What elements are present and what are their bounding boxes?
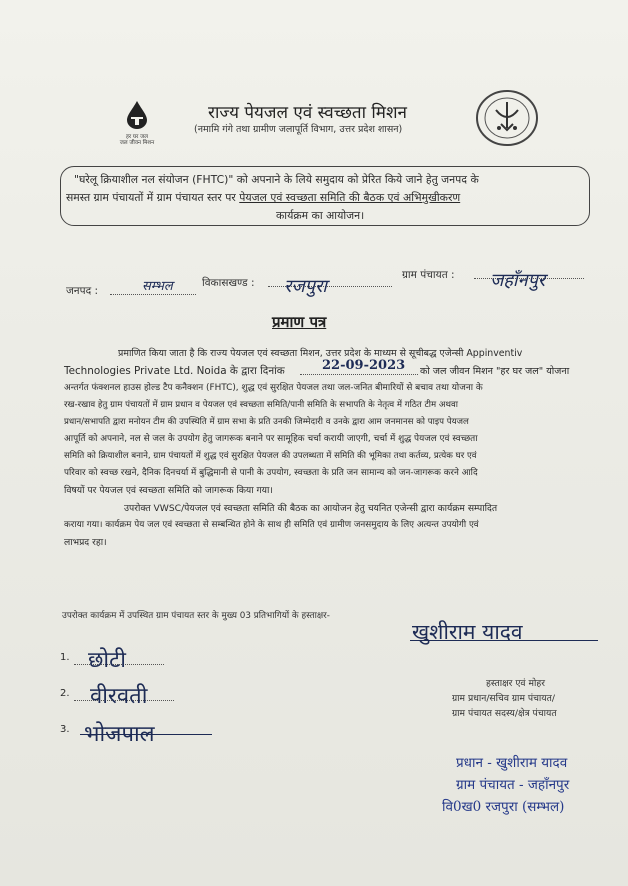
participant-signature-1: छोटी — [88, 648, 126, 673]
logo-caption: हर घर जल — [126, 134, 148, 140]
block-label: विकासखण्ड : — [202, 277, 255, 289]
signature-underline — [410, 640, 598, 641]
participant-num: 3. — [60, 724, 70, 735]
district-line — [110, 294, 196, 295]
body-line: Technologies Private Ltd. Noida के द्वारा दिनांक — [64, 365, 285, 377]
pradhan-stamp — [442, 752, 570, 818]
banner-line-1: "घरेलू क्रियाशील नल संयोजन (FHTC)" को अपनाने के लिये समुदाय को प्रेरित किये जाने हेतु जनपद के — [74, 173, 479, 186]
signature-label-2: ग्राम प्रधान/सचिव ग्राम पंचायत/ — [452, 693, 555, 704]
body-line: प्रधान/सभापति द्वारा मनोयन टीम की उपस्थिति में ग्राम सभा के प्रति उनकी जिम्मेदारी व उनके द्वारा आम जनमानस को पाइप पेयजल — [64, 417, 469, 427]
body-line: आपूर्ति को अपनाने, नल से जल के उपयोग हेतु जागरूक बनाने पर सामूहिक चर्चा करायी जाएगी, चर्चा में शुद्ध पेयजल एवं स्वच्छता — [64, 434, 478, 444]
body-line-after-date: को जल जीवन मिशन "हर घर जल" योजना — [420, 366, 570, 377]
org-title: राज्य पेयजल एवं स्वच्छता मिशन — [208, 103, 407, 123]
org-subtitle: (नमामि गंगे तथा ग्रामीण जलापूर्ति विभाग, उत्तर प्रदेश शासन) — [194, 124, 403, 135]
body-line: कराया गया। कार्यक्रम पेय जल एवं स्वच्छता से सम्बन्धित होने के साथ ही समिति एवं ग्रामीण जनसमुदाय के लिए अत्यन्त उपयोगी एवं — [64, 520, 479, 530]
body-line: प्रमाणित किया जाता है कि राज्य पेयजल एवं स्वच्छता मिशन, उत्तर प्रदेश के माध्यम से सूचीबद्ध एजेन्सी Appinventiv — [118, 348, 523, 359]
participant-num: 1. — [60, 652, 70, 663]
body-line: लाभप्रद रहा। — [64, 537, 107, 548]
banner-line-3: कार्यक्रम का आयोजन। — [276, 209, 365, 222]
body-line: परिवार को स्वच्छ रखने, दैनिक दिनचर्या में बुद्धिमानी से पानी के उपयोग, स्वच्छता के प्रति जन सामान्य को जन-जागरूक करने आदि — [64, 468, 478, 478]
logo-caption-2: जल जीवन मिशन — [119, 140, 155, 146]
stamp-line-3: वि0ख0 रजपुरा (सम्भल) — [442, 799, 565, 815]
pradhan-signature: खुशीराम यादव — [412, 620, 523, 644]
date-value: 22-09-2023 — [322, 358, 406, 373]
body-line: अन्तर्गत फंक्शनल हाउस होल्ड टैप कनैक्शन (FHTC), शुद्ध एवं सुरक्षित पेयजल तथा जल-जनित बीमारियों से बचाव तथा योजना के — [64, 383, 483, 393]
banner-line-2 — [66, 190, 581, 205]
body-line: समिति को क्रियाशील बनाने, ग्राम पंचायतों में शुद्ध एवं सुरक्षित पेयजल की उपलब्धता में समिति की भूमिका तथा कर्तव्य, प्रत्येक घर एवं — [64, 451, 477, 461]
body-line: विषयों पर पेयजल एवं स्वच्छता समिति को जागरूक किया गया। — [64, 485, 273, 496]
date-line — [300, 374, 418, 375]
water-drop-icon — [124, 100, 150, 130]
body-line: उपरोक्त VWSC/पेयजल एवं स्वच्छता समिति की बैठक का आयोजन हेतु चयनित एजेन्सी द्वारा कार्यक्रम सम्पादित — [124, 503, 498, 514]
participants-header: उपरोक्त कार्यक्रम में उपस्थित ग्राम पंचायत स्तर के मुख्य 03 प्रतिभागियों के हस्ताक्षर- — [62, 611, 330, 621]
stamp-line-2: ग्राम पंचायत - जहाँनपुर — [456, 777, 570, 793]
participant-signature-2: वीरवती — [90, 684, 148, 709]
panchayat-label: ग्राम पंचायत : — [402, 269, 455, 281]
signature-labels — [452, 676, 557, 721]
certificate-title: प्रमाण पत्र — [272, 313, 327, 331]
stamp-line-1: प्रधान - खुशीराम यादव — [456, 755, 568, 771]
participant-num: 2. — [60, 688, 70, 699]
panchayat-value: जहाँनपुर — [490, 270, 546, 291]
participant-signature-3: भोजपाल — [84, 722, 155, 747]
body-line: रख-रखाव हेतु ग्राम पंचायतों में ग्राम प्रधान व पेयजल एवं स्वच्छता समिति/पानी समिति के सभापति के नेतृत्व में गठित टीम अथवा — [64, 400, 458, 410]
signature-label-3: ग्राम पंचायत सदस्य/क्षेत्र पंचायत — [452, 708, 557, 719]
banner-line-2a: समस्त ग्राम पंचायतों में ग्राम पंचायत स्तर पर — [66, 191, 240, 204]
up-state-emblem-icon — [474, 88, 540, 148]
signature-label-1: हस्ताक्षर एवं मोहर — [486, 678, 545, 689]
district-value: सम्भल — [142, 279, 173, 294]
banner-line-2b: पेयजल एवं स्वच्छता समिति की बैठक एवं अभिमुखीकरण — [239, 191, 461, 204]
block-value: रजपुरा — [284, 276, 327, 297]
district-label: जनपद : — [66, 285, 99, 297]
jal-jeevan-mission-logo — [112, 100, 162, 146]
